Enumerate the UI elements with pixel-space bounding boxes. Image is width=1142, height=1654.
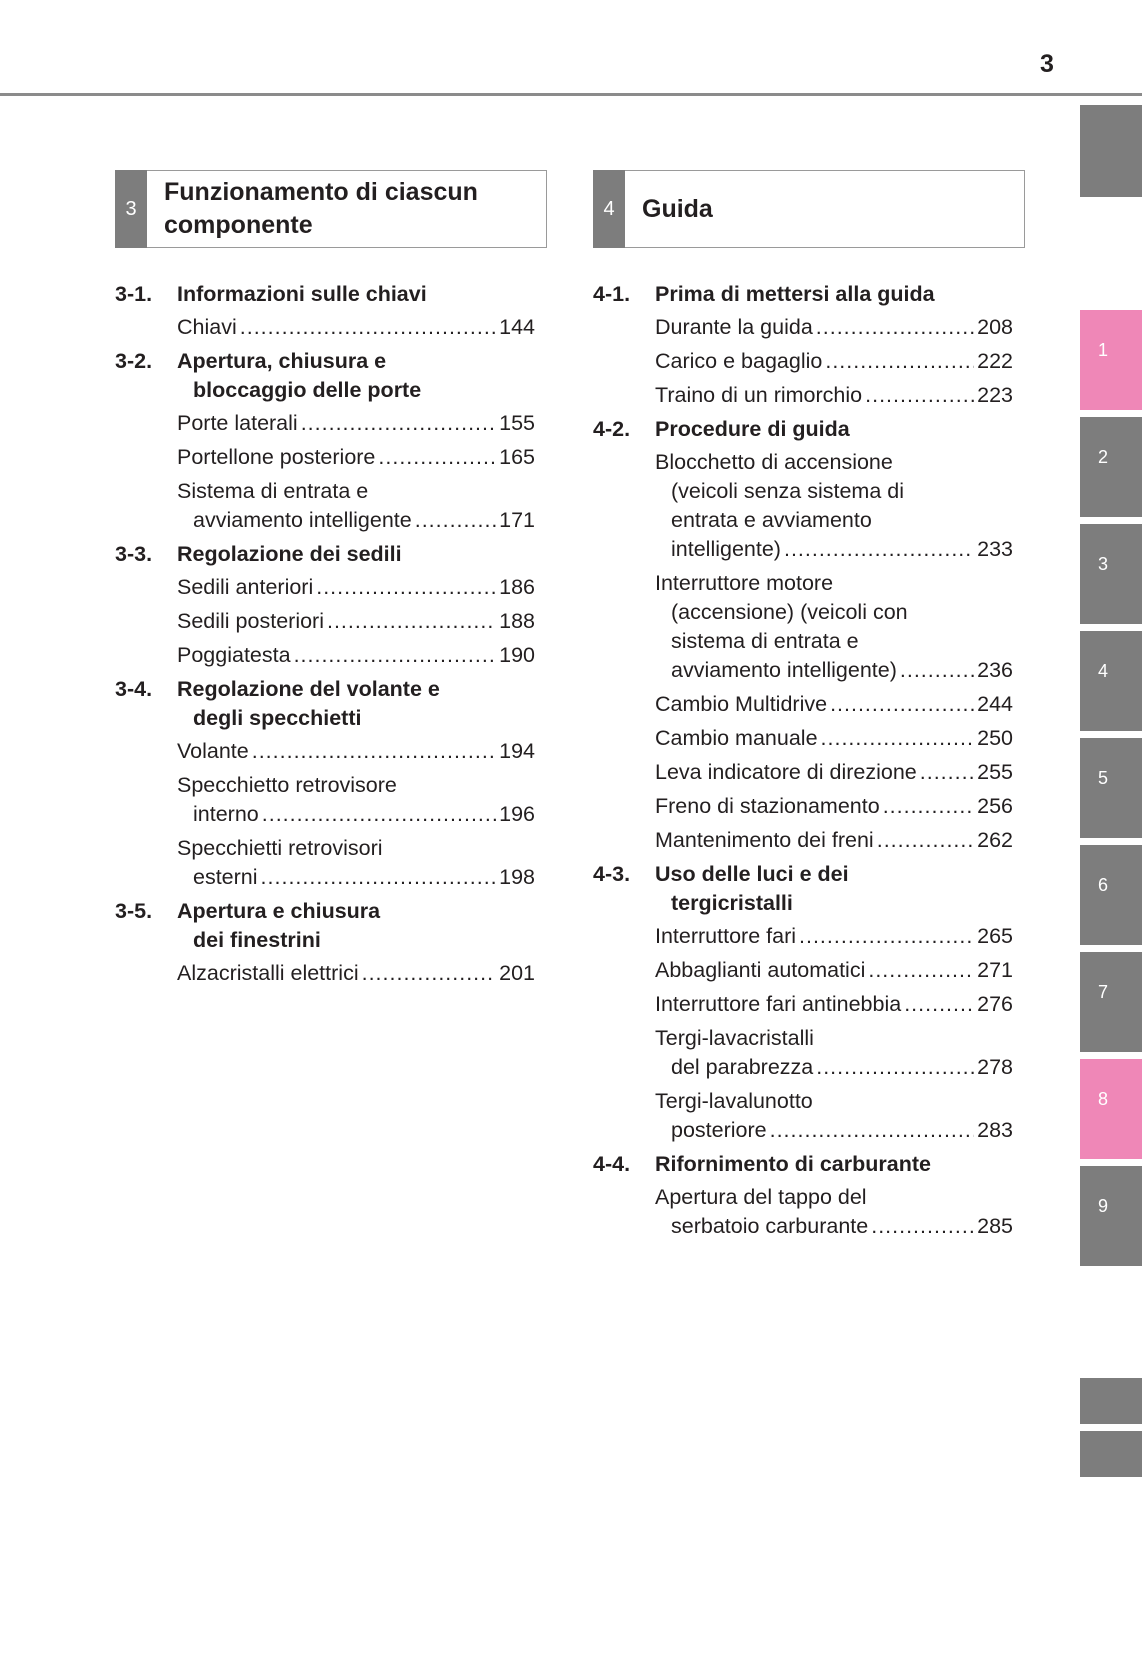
section-title-line: tergicristalli — [671, 891, 793, 915]
toc-section — [593, 415, 1013, 855]
entry-text: Abbaglianti automatici — [655, 958, 866, 982]
page-ref: 276 — [977, 992, 1013, 1016]
toc-section — [593, 1150, 1013, 1241]
section-number: 3-1. — [115, 282, 153, 306]
dot-leader — [868, 956, 974, 985]
page-ref: 265 — [977, 924, 1013, 948]
entry-text: (veicoli senza sistema di — [671, 479, 905, 503]
dot-leader — [830, 690, 974, 719]
tab-label: 5 — [1098, 768, 1109, 788]
dot-leader — [301, 409, 496, 438]
thumb-tab-3[interactable] — [1080, 524, 1142, 624]
page-ref: 271 — [977, 958, 1013, 982]
section-number: 3-4. — [115, 677, 153, 701]
section-title-line: Regolazione dei sedili — [177, 542, 402, 566]
dot-leader — [865, 381, 974, 410]
page-ref: 236 — [977, 658, 1013, 682]
section-title-line: Uso delle luci e dei — [655, 862, 849, 886]
entry-text: Interruttore fari — [655, 924, 796, 948]
entry-text: Interruttore fari antinebbia — [655, 992, 902, 1016]
section-heading[interactable] — [115, 280, 535, 309]
toc-entry[interactable] — [655, 448, 1013, 564]
thumb-tab-8[interactable] — [1080, 1059, 1142, 1159]
chapter-header-4 — [593, 170, 1025, 248]
entry-text: Carico e bagaglio — [655, 349, 823, 373]
toc-section — [115, 280, 535, 342]
entry-text: sistema di entrata e — [671, 629, 859, 653]
entry-text: Blocchetto di accensione — [655, 450, 893, 474]
tab-label: 9 — [1098, 1196, 1109, 1216]
toc-section — [593, 860, 1013, 1145]
page-ref: 171 — [499, 508, 535, 532]
page-ref: 255 — [977, 760, 1013, 784]
entry-text: interno — [193, 802, 259, 826]
entry-text: intelligente) — [671, 537, 781, 561]
entry-text: Leva indicatore di direzione — [655, 760, 917, 784]
entry-text: Cambio manuale — [655, 726, 818, 750]
chapter-number-box: 3 — [115, 170, 147, 248]
dot-leader — [316, 573, 496, 602]
dot-leader — [883, 792, 974, 821]
page-number: 3 — [1040, 50, 1054, 78]
thumb-tab-9[interactable] — [1080, 1166, 1142, 1266]
page-ref: 196 — [499, 802, 535, 826]
section-title-line: Informazioni sulle chiavi — [177, 282, 427, 306]
page-ref: 223 — [977, 383, 1013, 407]
dot-leader — [294, 641, 497, 670]
entry-text: Sedili anteriori — [177, 575, 314, 599]
toc-entry[interactable] — [655, 381, 1013, 410]
tab-label: 8 — [1098, 1089, 1109, 1109]
entry-text: esterni — [193, 865, 258, 889]
section-heading[interactable] — [115, 540, 535, 569]
dot-leader — [327, 607, 496, 636]
dot-leader — [262, 800, 496, 829]
page-ref: 283 — [977, 1118, 1013, 1142]
tab-label: 6 — [1098, 875, 1109, 895]
section-title-line: Apertura e chiusura — [177, 899, 381, 923]
page-ref: 155 — [499, 411, 535, 435]
dot-leader — [362, 959, 497, 988]
tab-label: 1 — [1098, 340, 1109, 360]
toc-entry[interactable] — [655, 826, 1013, 855]
page-ref: 244 — [977, 692, 1013, 716]
page-ref: 198 — [499, 865, 535, 889]
entry-text: entrata e avviamento — [671, 508, 872, 532]
toc-section — [115, 540, 535, 670]
toc-entry[interactable] — [177, 573, 535, 602]
toc-entry[interactable] — [655, 347, 1013, 376]
section-title-line: Regolazione del volante e — [177, 677, 440, 701]
toc-entry[interactable] — [177, 641, 535, 670]
toc-column-chapter-3 — [115, 276, 535, 993]
toc-entry[interactable] — [655, 792, 1013, 821]
dot-leader — [904, 990, 974, 1019]
dot-leader — [240, 313, 496, 342]
toc-entry[interactable] — [177, 607, 535, 636]
entry-text: Mantenimento dei freni — [655, 828, 874, 852]
entry-text: avviamento intelligente) — [671, 658, 897, 682]
dot-leader — [825, 347, 974, 376]
page-ref: 165 — [499, 445, 535, 469]
top-rule — [0, 93, 1142, 96]
section-number: 4-1. — [593, 282, 631, 306]
toc-entry[interactable] — [177, 834, 535, 892]
toc-entry[interactable] — [177, 443, 535, 472]
toc-entry[interactable] — [655, 922, 1013, 951]
section-title-line: Procedure di guida — [655, 417, 850, 441]
section-number: 4-2. — [593, 417, 631, 441]
chapter-title: Funzionamento di ciascun componente — [164, 178, 478, 239]
entry-text: Chiavi — [177, 315, 237, 339]
chapter-number-box: 4 — [593, 170, 625, 248]
dot-leader — [816, 313, 974, 342]
tab-label: 3 — [1098, 554, 1109, 574]
entry-text: Porte laterali — [177, 411, 298, 435]
thumb-tab-5[interactable] — [1080, 738, 1142, 838]
section-heading[interactable] — [115, 675, 535, 733]
entry-text: Durante la guida — [655, 315, 813, 339]
entry-text: Specchietti retrovisori — [177, 836, 383, 860]
page-ref: 256 — [977, 794, 1013, 818]
toc-entry[interactable] — [655, 569, 1013, 685]
chapter-header-3 — [115, 170, 547, 248]
entry-text: (accensione) (veicoli con — [671, 600, 908, 624]
page-ref: 250 — [977, 726, 1013, 750]
section-number: 3-5. — [115, 899, 153, 923]
entry-text: Sedili posteriori — [177, 609, 324, 633]
entry-text: Tergi-lavacristalli — [655, 1026, 814, 1050]
section-title-line: degli specchietti — [193, 706, 362, 730]
tab-label: 4 — [1098, 661, 1109, 681]
dot-leader — [784, 535, 974, 564]
entry-text: Poggiatesta — [177, 643, 291, 667]
dot-leader — [770, 1116, 975, 1145]
entry-text: Interruttore motore — [655, 571, 834, 595]
entry-text: avviamento intelligente — [193, 508, 412, 532]
page-ref: 144 — [499, 315, 535, 339]
section-heading[interactable] — [593, 1150, 1013, 1179]
toc-section — [593, 280, 1013, 410]
toc-section — [115, 675, 535, 892]
dot-leader — [877, 826, 974, 855]
entry-text: Alzacristalli elettrici — [177, 961, 359, 985]
page-ref: 190 — [499, 643, 535, 667]
section-number: 3-3. — [115, 542, 153, 566]
page-ref: 186 — [499, 575, 535, 599]
section-title-line: dei finestrini — [193, 928, 321, 952]
dot-leader — [871, 1212, 974, 1241]
entry-text: Specchietto retrovisore — [177, 773, 397, 797]
thumb-tab-top[interactable] — [1080, 105, 1142, 197]
page-ref: 262 — [977, 828, 1013, 852]
dot-leader — [252, 737, 496, 766]
entry-text: Volante — [177, 739, 249, 763]
toc-entry[interactable] — [177, 959, 535, 988]
dot-leader — [821, 724, 975, 753]
tab-label: 2 — [1098, 447, 1109, 467]
dot-leader — [920, 758, 974, 787]
toc-entry[interactable] — [655, 313, 1013, 342]
section-title-line: Rifornimento di carburante — [655, 1152, 931, 1176]
dot-leader — [415, 506, 496, 535]
entry-text: del parabrezza — [671, 1055, 814, 1079]
toc-entry[interactable] — [655, 690, 1013, 719]
dot-leader — [799, 922, 974, 951]
thumb-tab-6[interactable] — [1080, 845, 1142, 945]
section-heading[interactable] — [115, 347, 535, 405]
entry-text: Tergi-lavalunotto — [655, 1089, 813, 1113]
page-ref: 222 — [977, 349, 1013, 373]
thumb-tab-4[interactable] — [1080, 631, 1142, 731]
tab-label: 7 — [1098, 982, 1109, 1002]
entry-text: serbatoio carburante — [671, 1214, 869, 1238]
entry-text: Sistema di entrata e — [177, 479, 369, 503]
page-ref: 201 — [499, 961, 535, 985]
toc-entry[interactable] — [655, 1183, 1013, 1241]
chapter-title: Guida — [642, 194, 713, 223]
toc-entry[interactable] — [177, 477, 535, 535]
section-number: 4-4. — [593, 1152, 631, 1176]
page-ref: 208 — [977, 315, 1013, 339]
page-ref: 278 — [977, 1055, 1013, 1079]
section-title-line: Prima di mettersi alla guida — [655, 282, 935, 306]
toc-column-chapter-4 — [593, 276, 1013, 1246]
thumb-tab-index-b[interactable] — [1080, 1431, 1142, 1477]
toc-entry[interactable] — [655, 758, 1013, 787]
toc-entry[interactable] — [655, 1087, 1013, 1145]
thumb-tab-7[interactable] — [1080, 952, 1142, 1052]
page-ref: 285 — [977, 1214, 1013, 1238]
entry-text: Freno di stazionamento — [655, 794, 880, 818]
dot-leader — [900, 656, 974, 685]
section-number: 4-3. — [593, 862, 631, 886]
toc-section — [115, 897, 535, 988]
toc-entry[interactable] — [177, 409, 535, 438]
entry-text: Cambio Multidrive — [655, 692, 828, 716]
toc-entry[interactable] — [655, 956, 1013, 985]
dot-leader — [261, 863, 497, 892]
entry-text: posteriore — [671, 1118, 767, 1142]
toc-entry[interactable] — [177, 771, 535, 829]
toc-entry[interactable] — [177, 313, 535, 342]
section-heading[interactable] — [593, 415, 1013, 444]
toc-entry[interactable] — [177, 737, 535, 766]
dot-leader — [816, 1053, 974, 1082]
thumb-tab-index-a[interactable] — [1080, 1378, 1142, 1424]
section-title-line: bloccaggio delle porte — [193, 378, 422, 402]
section-title-line: Apertura, chiusura e — [177, 349, 387, 373]
section-heading[interactable] — [593, 280, 1013, 309]
entry-text: Traino di un rimorchio — [655, 383, 863, 407]
toc-entry[interactable] — [655, 990, 1013, 1019]
page-ref: 188 — [499, 609, 535, 633]
entry-text: Apertura del tappo del — [655, 1185, 867, 1209]
toc-entry[interactable] — [655, 1024, 1013, 1082]
thumb-tab-2[interactable] — [1080, 417, 1142, 517]
dot-leader — [378, 443, 496, 472]
toc-section — [115, 347, 535, 535]
toc-entry[interactable] — [655, 724, 1013, 753]
section-heading[interactable] — [593, 860, 1013, 918]
entry-text: Portellone posteriore — [177, 445, 376, 469]
section-heading[interactable] — [115, 897, 535, 955]
page-ref: 233 — [977, 537, 1013, 561]
section-number: 3-2. — [115, 349, 153, 373]
thumb-tab-1[interactable] — [1080, 310, 1142, 410]
page-ref: 194 — [499, 739, 535, 763]
